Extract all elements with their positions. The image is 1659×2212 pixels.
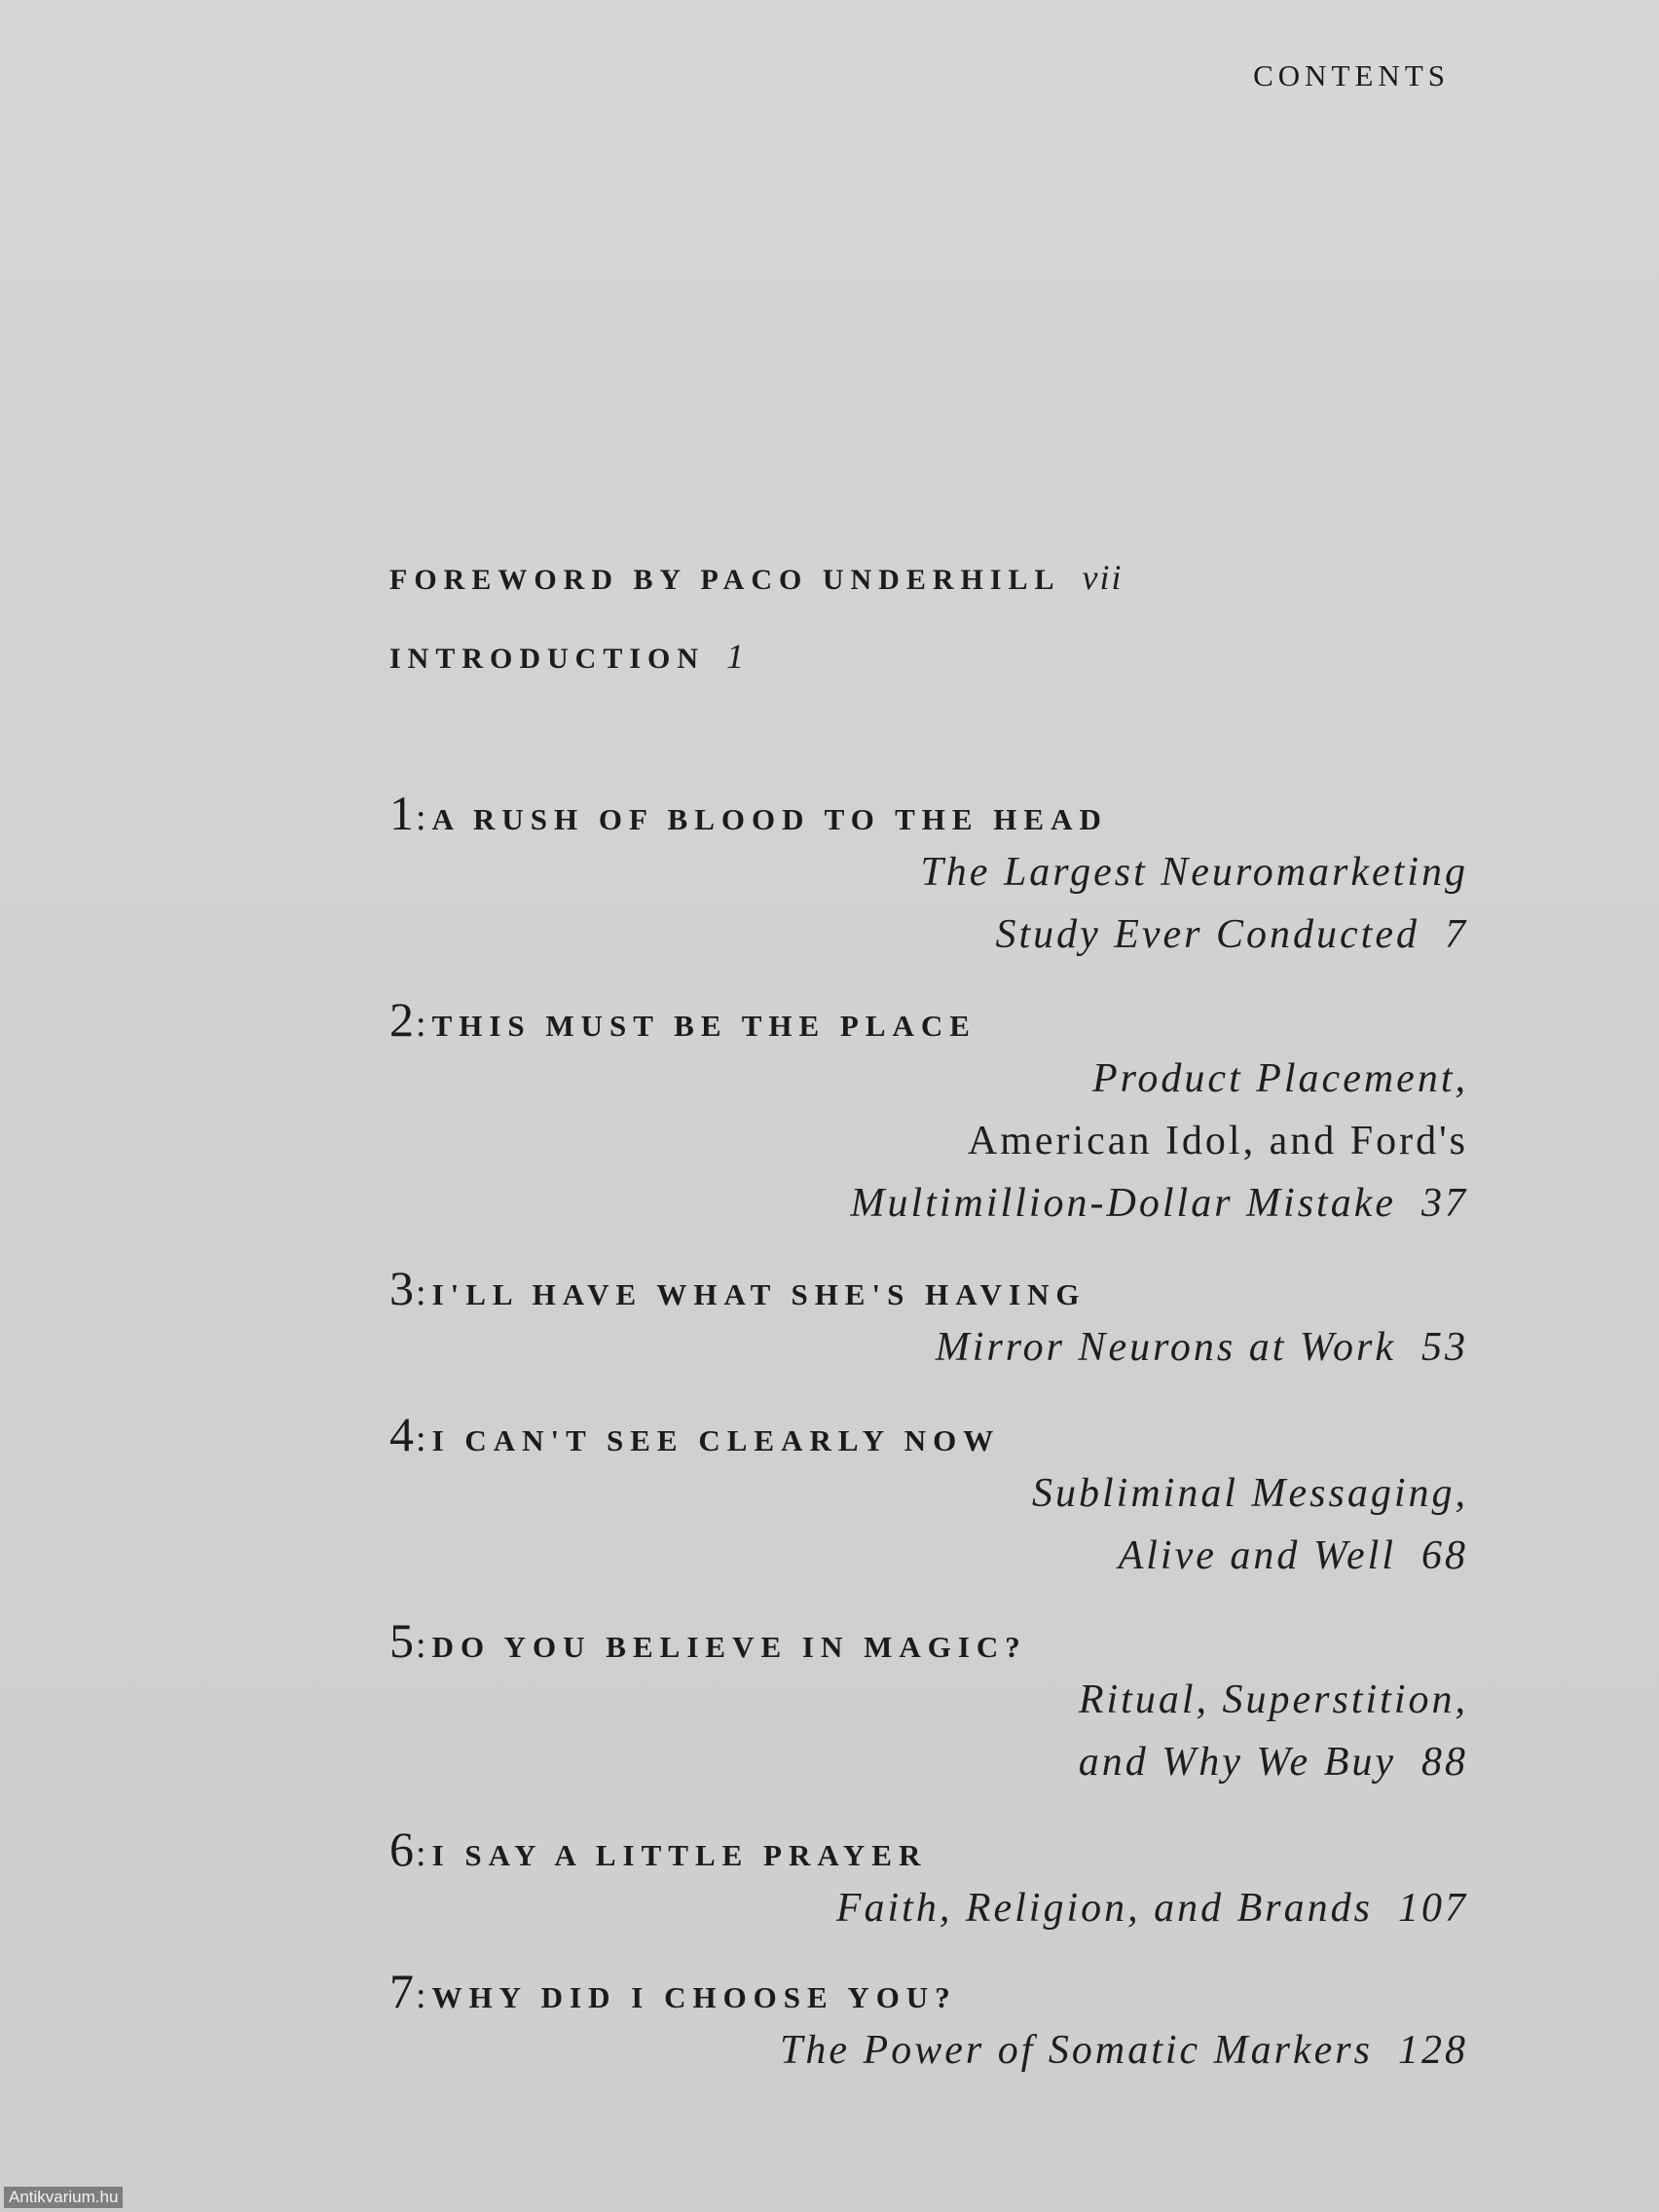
- chapter-page: 7: [1445, 912, 1468, 957]
- chapter-separator: :: [416, 1419, 426, 1459]
- chapter-page: 107: [1398, 1886, 1468, 1931]
- subtitle-line-last: [389, 2019, 1468, 2082]
- chapter-subtitle: [389, 1877, 1468, 1939]
- page-header: CONTENTS: [1253, 58, 1450, 92]
- subtitle-line-last: [389, 903, 1468, 966]
- subtitle-line: The Largest Neuromarketing: [920, 850, 1468, 895]
- subtitle-line: Faith, Religion, and Brands: [835, 1886, 1373, 1931]
- chapter-separator: :: [416, 1975, 426, 2016]
- chapter-page: 37: [1421, 1181, 1468, 1226]
- chapter-number: 2: [389, 992, 414, 1047]
- chapter-subtitle: [389, 1462, 1468, 1587]
- chapter-title-line: [389, 1406, 1468, 1462]
- chapter-entry-1: [389, 785, 1468, 966]
- chapter-subtitle: [389, 1669, 1468, 1793]
- chapter-number: 7: [389, 1964, 414, 2018]
- chapter-number: 6: [389, 1822, 414, 1876]
- chapter-subtitle: [389, 2019, 1468, 2082]
- chapter-title: I'LL HAVE WHAT SHE'S HAVING: [431, 1277, 1087, 1311]
- subtitle-line-last: [389, 1525, 1468, 1587]
- chapter-page: 53: [1421, 1325, 1468, 1370]
- subtitle-line: Ritual, Superstition,: [1078, 1677, 1468, 1722]
- front-matter-introduction: [389, 636, 746, 677]
- chapter-number: 3: [389, 1261, 414, 1315]
- subtitle-line: Product Placement,: [1091, 1056, 1468, 1101]
- chapter-number: 1: [389, 786, 414, 840]
- subtitle-line: Mirror Neurons at Work: [935, 1325, 1396, 1370]
- chapter-page: 88: [1421, 1740, 1468, 1785]
- chapter-title: I SAY A LITTLE PRAYER: [431, 1838, 928, 1872]
- front-matter-page: vii: [1082, 558, 1124, 597]
- chapter-separator: :: [416, 1272, 426, 1313]
- subtitle-line: and Why We Buy: [1078, 1740, 1396, 1785]
- chapter-subtitle: [389, 841, 1468, 966]
- chapter-title-line: [389, 1963, 1468, 2019]
- subtitle-line: Subliminal Messaging,: [1032, 1471, 1468, 1516]
- watermark: Antikvarium.hu: [4, 2187, 123, 2208]
- subtitle-line-last: [389, 1172, 1468, 1235]
- front-matter-page: 1: [726, 637, 747, 676]
- chapter-number: 5: [389, 1613, 414, 1668]
- subtitle-line-last: [389, 1877, 1468, 1939]
- chapter-title-line: [389, 1821, 1468, 1877]
- chapter-title-line: [389, 991, 1468, 1048]
- chapter-subtitle: [389, 1316, 1468, 1379]
- front-matter-foreword: [389, 557, 1124, 598]
- chapter-separator: :: [416, 797, 426, 838]
- chapter-entry-4: [389, 1406, 1468, 1587]
- subtitle-line: Multimillion-Dollar Mistake: [850, 1181, 1396, 1226]
- chapter-title: DO YOU BELIEVE IN MAGIC?: [431, 1630, 1027, 1664]
- chapter-entry-5: [389, 1612, 1468, 1793]
- chapter-title-line: [389, 1612, 1468, 1669]
- chapter-page: 68: [1421, 1533, 1468, 1578]
- chapter-title-line: [389, 785, 1468, 841]
- subtitle-line-last: [389, 1731, 1468, 1793]
- subtitle-line: Alive and Well: [1118, 1533, 1396, 1578]
- chapter-title-line: [389, 1260, 1468, 1316]
- front-matter-title: FOREWORD BY PACO UNDERHILL: [389, 564, 1061, 596]
- chapter-title: A RUSH OF BLOOD TO THE HEAD: [431, 802, 1108, 836]
- chapter-page: 128: [1398, 2028, 1468, 2073]
- chapter-title: I CAN'T SEE CLEARLY NOW: [431, 1423, 1001, 1457]
- subtitle-line: Study Ever Conducted: [995, 912, 1419, 957]
- chapter-separator: :: [416, 1004, 426, 1045]
- chapter-entry-7: [389, 1963, 1468, 2082]
- chapter-title: THIS MUST BE THE PLACE: [431, 1009, 977, 1043]
- chapter-entry-3: [389, 1260, 1468, 1379]
- subtitle-line: The Power of Somatic Markers: [780, 2028, 1373, 2073]
- subtitle-line: American Idol, and Ford's: [967, 1119, 1468, 1163]
- chapter-subtitle: [389, 1048, 1468, 1235]
- chapter-title: WHY DID I CHOOSE YOU?: [431, 1980, 957, 2014]
- chapter-number: 4: [389, 1407, 414, 1461]
- chapter-entry-6: [389, 1821, 1468, 1939]
- subtitle-line-last: [389, 1316, 1468, 1379]
- chapter-entry-2: [389, 991, 1468, 1235]
- chapter-separator: :: [416, 1625, 426, 1666]
- chapter-separator: :: [416, 1833, 426, 1874]
- front-matter-title: INTRODUCTION: [389, 643, 706, 675]
